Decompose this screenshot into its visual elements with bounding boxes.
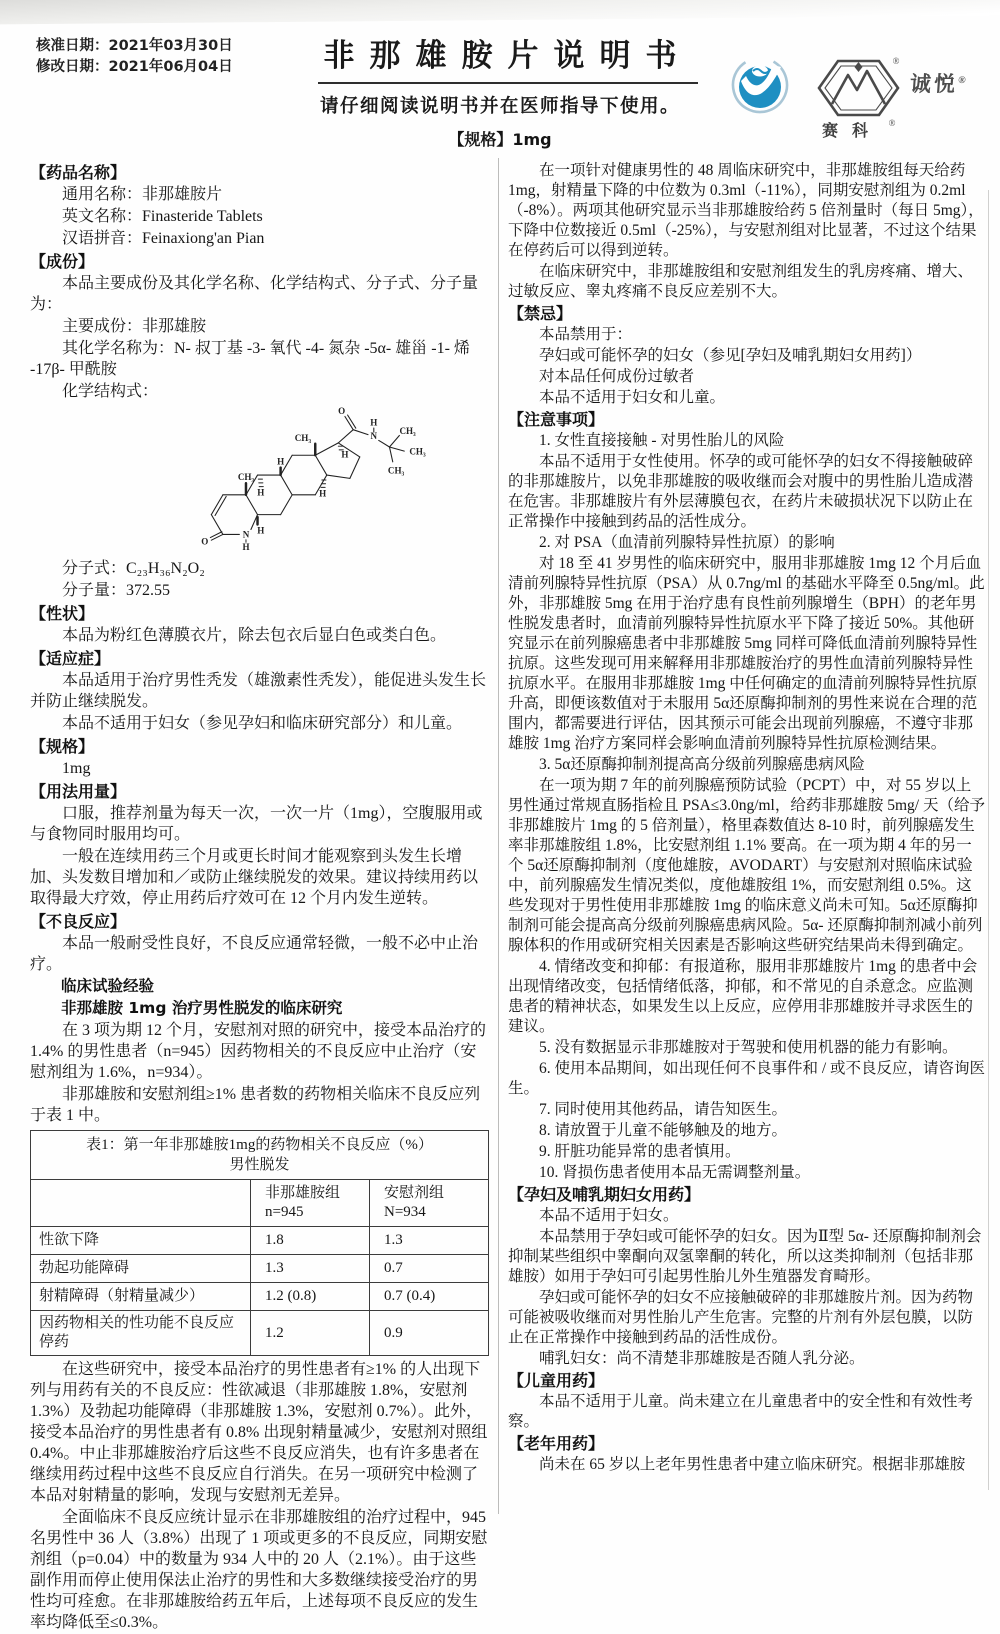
column-divider — [498, 158, 499, 1514]
paragraph: 4. 情绪改变和抑郁：有报道称，服用非那雄胺片 1mg 的患者中会出现情绪改变，包括情绪低落，抑郁，和不常见的自杀意念。应监测患者的精神状态，如果发生以上反应，应停用非那雄胺并寻求医生的建议。 — [508, 958, 978, 1035]
revision-date: 修改日期：2021年06月04日 — [36, 59, 233, 75]
adverse-reactions-table — [30, 1130, 489, 1356]
spec-value: 1mg — [512, 130, 552, 149]
paragraph: 哺乳妇女：尚不清楚非那雄胺是否随人乳分泌。 — [539, 1350, 865, 1367]
paragraph: 1. 女性直接接触 - 对男性胎儿的风险 — [539, 432, 785, 449]
paragraph: 本品不适用于女性使用。怀孕的或可能怀孕的妇女不得接触破碎的非那雄胺片，以免非那雄胺的吸收继而会对腹中的男性胎儿造成潜在危害。非那雄胺片有外层薄膜包衣，在药片未破损状况下以防止在正常操作中接触到药品的活性成分。 — [508, 453, 974, 530]
paragraph: 对本品任何成份过敏者 — [539, 368, 695, 385]
section-heading: 【禁忌】 — [508, 304, 573, 323]
paragraph: 尚未在 65 岁以上老年男性患者中建立临床研究。根据非那雄胺 — [539, 1456, 966, 1473]
table-caption-row — [31, 1131, 489, 1180]
paragraph: 9. 肝脏功能异常的患者慎用。 — [539, 1143, 741, 1160]
paragraph: 在一项针对健康男性的 48 周临床研究中，非那雄胺组每天给药 1mg，射精量下降的中位数为 0.3ml（-11%），同期安慰剂组为 0.2ml（-8%）。两项其他研究显示当非那雄胺给药 5 倍剂量时（每日 5mg），下降中位数接近 0.5ml（-25%），与安慰剂组对比显著，不过这个结果在停药后可以得到逆转。 — [508, 162, 984, 259]
table-cell: 1.8 — [251, 1227, 370, 1255]
table-cell: 0.7 — [370, 1255, 489, 1283]
table-cell: 因药物相关的性功能不良反应停药 — [31, 1311, 251, 1356]
table-cell: 1.2 — [251, 1311, 370, 1356]
section-heading: 【性状】 — [30, 604, 95, 623]
paragraph: 在临床研究中，非那雄胺组和安慰剂组发生的乳房疼痛、增大、过敏反应、睾丸疼痛不良反应差别不大。 — [508, 263, 974, 300]
paragraph: 非那雄胺和安慰剂组≥1% 患者数的药物相关临床不良反应列于表 1 中。 — [30, 1086, 481, 1124]
table-header-row — [31, 1180, 489, 1227]
table-caption — [31, 1131, 489, 1180]
paragraph: 本品禁用于孕妇或可能怀孕的妇女。因为Ⅱ型 5α- 还原酶抑制剂会抑制某些组织中睾酮向双氢睾酮的转化，所以这类抑制剂（包括非那雄胺）如用于孕妇可引起男性胎儿外生殖器发育畸形。 — [508, 1228, 982, 1285]
atom-label-o-amide: O — [338, 406, 346, 417]
chengyue-wordmark — [909, 68, 967, 98]
paragraph: 5. 没有数据显示非那雄胺对于驾驶和使用机器的能力有影响。 — [539, 1039, 958, 1056]
paragraph: 本品不适用于妇女（参见孕妇和临床研究部分）和儿童。 — [62, 715, 463, 732]
atom-label-n-amide: N — [370, 430, 378, 441]
table-cell: 性欲下降 — [31, 1227, 251, 1255]
registered-mark: ® — [888, 118, 896, 128]
table-cell: 0.7 (0.4) — [370, 1283, 489, 1311]
paragraph: 主要成份：非那雄胺 — [62, 318, 207, 335]
paragraph: 孕妇或可能怀孕的妇女（参见[孕妇及哺乳期妇女用药]） — [539, 347, 922, 364]
table-row — [31, 1311, 489, 1356]
section-heading: 【药品名称】 — [30, 163, 127, 182]
paragraph: 8. 请放置于儿童不能够触及的地方。 — [539, 1122, 788, 1139]
page-title: 非那雄胺片说明书 — [318, 30, 698, 84]
paragraph: 6. 使用本品期间，如出现任何不良事件和 / 或不良反应，请咨询医生。 — [508, 1060, 986, 1097]
table-cell: 1.3 — [251, 1255, 370, 1283]
col-header-name: 安慰剂组 — [384, 1185, 445, 1201]
paragraph: 本品主要成份及其化学名称、化学结构式、分子式、分子量为： — [30, 275, 479, 313]
paragraph: 一般在连续用药三个月或更长时间才能观察到头发生长增加、头发数目增加和／或防止继续脱发的效果。建议持续用药以取得最大疗效，停止用药后疗效可在 12 个月内发生逆转。 — [30, 848, 479, 907]
section-heading: 【用法用量】 — [30, 782, 127, 801]
page-edge-line — [988, 190, 989, 1490]
table-row — [31, 1283, 489, 1311]
document-header — [0, 30, 1000, 150]
paragraph: 本品不适用于儿童。尚未建立在儿童患者中的安全性和有效性考察。 — [508, 1393, 974, 1430]
paragraph: 在一项为期 7 年的前列腺癌预防试验（PCPT）中，对 55 岁以上男性通过常规直肠指检且 PSA≤3.0ng/ml，给药非那雄胺 5mg/ 天（给予非那雄胺片 1mg 的 5 倍剂量），格里森数值达 8-10 时，前列腺癌发生率非那雄胺组 1.8%，比安慰剂组 1.1% 要高。在一项为期 4 年的另一个 5α还原酶抑制剂（度他雄胺，AVODART）与安慰剂对照临床试验中，前列腺癌发生情况类似，度他雄胺组 1%，而安慰剂组 0.5%。这些发现对于男性使用非那雄胺 1mg 的临床意义尚未可知。5α还原酶抑制剂可能会提高高分级前列腺癌患病风险。5α- 还原酶抑制剂减小前列腺体积的作用或研究相关因素是否影响这些研究结果尚未得到确定。 — [508, 777, 985, 954]
table-row — [31, 1227, 489, 1255]
table-col-header — [251, 1180, 370, 1227]
table-col-header — [31, 1180, 251, 1227]
brand-logos — [730, 30, 988, 146]
section-heading: 【孕妇及哺乳期妇女用药】 — [508, 1185, 701, 1204]
paragraph: 通用名称：非那雄胺片 — [62, 186, 223, 203]
table-cell: 射精障碍（射精量减少） — [31, 1283, 251, 1311]
atom-label-h-c5: H — [257, 525, 265, 536]
table-cell: 1.2 (0.8) — [251, 1283, 370, 1311]
paragraph: 化学结构式： — [62, 383, 159, 400]
atom-label-h-c17: H — [341, 449, 349, 460]
paragraph: 英文名称：Finasteride Tablets — [62, 208, 263, 225]
table-caption-line1: 表1：第一年非那雄胺1mg的药物相关不良反应（%） — [86, 1137, 433, 1153]
paragraph: 孕妇或可能怀孕的妇女不应接触破碎的非那雄胺片剂。因为药物可能被吸收继而对男性胎儿产生危害。完整的片剂有外层包膜，以防止在正常操作中接触到药品的活性成份。 — [508, 1289, 974, 1346]
atom-label-h-c14: H — [319, 488, 327, 499]
chengyue-name: 诚悦 — [909, 72, 959, 96]
paragraph: 本品适用于治疗男性秃发（雄激素性秃发），能促进头发生长并防止继续脱发。 — [30, 672, 487, 710]
col-header-n: n=945 — [265, 1204, 304, 1220]
paragraph: 在这些研究中，接受本品治疗的男性患者有≥1% 的人出现下列与用药有关的不良反应：性欲减退（非那雄胺 1.8%，安慰剂 1.3%）及勃起功能障碍（非那雄胺 1.3%，安慰剂 0.7%）。此外，接受本品治疗的男性患者有 0.8% 出现射精量减少，安慰剂对照组 0.4%。中止非那雄胺治疗后这些不良反应消失，也有许多患者在继续用药过程中这些不良反应自行消失。在另一项研究中检测了本品对射精量的影响，发现与安慰剂无差异。 — [30, 1361, 488, 1504]
paragraph: 分子式：C₂₃H₃₆N₂O₂ — [62, 560, 205, 577]
right-column — [508, 160, 986, 1476]
atom-label-o-ketone: O — [201, 536, 209, 547]
methyl-label-c18: CH₃ — [294, 433, 312, 444]
saike-logo-icon — [816, 54, 902, 149]
paragraph: 分子量：372.55 — [62, 582, 171, 599]
atom-label-n4: N — [242, 529, 250, 540]
table-cell: 勃起功能障碍 — [31, 1255, 251, 1283]
table-col-header — [370, 1180, 489, 1227]
paragraph: 口服，推荐剂量为每天一次，一次一片（1mg），空腹服用或与食物同时服用均可。 — [30, 805, 483, 843]
paragraph: 对 18 至 41 岁男性的临床研究中，服用非那雄胺 1mg 12 个月后血清前列腺特异性抗原（PSA）从 0.7ng/ml 的基础水平降至 0.5ng/ml。此外，非那雄胺 5mg 在用于治疗患有良性前列腺增生（BPH）的老年男性脱发患者时，血清前列腺特异性抗原水平下降了接近 50%。其他研究显示在前列腺癌患者中非那雄胺 5mg 同样可降低血清前列腺特异性抗原。这些发现可用来解释用非那雄胺治疗的男性血清前列腺特异性抗原水平。在服用非那雄胺 1mg 中任何确定的血清前列腺特异性抗原升高，即便该数值对于未服用 5α还原酶抑制剂的男性来说在合理的范围内，都需要进行评估，因其预示可能会出现前列腺癌，不遵守非那雄胺 1mg 治疗方案同样会影响血清前列腺特异性抗原检测结果。 — [508, 555, 985, 752]
atom-label-h-c9: H — [257, 487, 265, 498]
paragraph: 其化学名称为：N- 叔丁基 -3- 氧代 -4- 氮杂 -5α- 雄甾 -1- 烯 -17β- 甲酰胺 — [30, 340, 470, 378]
section-heading: 【规格】 — [30, 737, 95, 756]
table-row — [31, 1255, 489, 1283]
scan-artifact-top — [0, 0, 1000, 24]
subheading: 非那雄胺 1mg 治疗男性脱发的临床研究 — [61, 999, 343, 1017]
section-heading: 【老年用药】 — [508, 1434, 605, 1453]
finasteride-structure-drawing — [180, 404, 434, 556]
approval-date: 核准日期：2021年03月30日 — [36, 38, 233, 54]
paragraph: 2. 对 PSA（血清前列腺特异性抗原）的影响 — [539, 534, 835, 551]
spec-label: 【规格】 — [448, 130, 513, 149]
paragraph: 在 3 项为期 12 个月，安慰剂对照的研究中，接受本品治疗的 1.4% 的男性患者（n=945）因药物相关的不良反应中止治疗（安慰剂组为 1.6%，n=934）。 — [30, 1022, 487, 1081]
paragraph: 本品不适用于妇女。 — [539, 1207, 679, 1224]
paragraph: 全面临床不良反应统计显示在非那雄胺组的治疗过程中，945 名男性中 36 人（3.8%）出现了 1 项或更多的不良反应，同期安慰剂组（p=0.04）中的数量为 934 人中的 20 人（2.1%）。由于这些副作用而停止使用保法止治疗的男性和大多数继续接受治疗的男性均可痊愈。在非那雄胺给药五年后，上述每项不良反应的发生率均降低至≤0.3%。 — [30, 1509, 488, 1631]
table-cell: 1.3 — [370, 1227, 489, 1255]
section-heading: 【儿童用药】 — [508, 1371, 605, 1390]
section-heading: 【注意事项】 — [508, 410, 605, 429]
methyl-label-tbu2: CH₃ — [409, 446, 426, 457]
paragraph: 3. 5α还原酶抑制剂提高高分级前列腺癌患病风险 — [539, 756, 865, 773]
subheading: 临床试验经验 — [61, 977, 155, 995]
section-heading: 【成份】 — [30, 252, 95, 271]
paragraph: 7. 同时使用其他药品，请告知医生。 — [539, 1101, 788, 1118]
saike-name: 赛科 — [821, 121, 883, 140]
paragraph: 本品为粉红色薄膜衣片，除去包衣后显白色或类白色。 — [62, 627, 447, 644]
paragraph: 1mg — [62, 760, 91, 777]
paragraph: 10. 肾损伤患者使用本品无需调整剂量。 — [539, 1164, 811, 1181]
atom-label-h-n4: H — [242, 542, 250, 553]
registered-mark: ® — [957, 75, 967, 86]
table-cell: 0.9 — [370, 1311, 489, 1356]
section-heading: 【适应症】 — [30, 649, 111, 668]
col-header-name: 非那雄胺组 — [265, 1185, 341, 1201]
quality-emblem-icon — [730, 54, 790, 121]
usage-notice: 请仔细阅读说明书并在医师指导下使用。 — [319, 96, 680, 117]
methyl-label-tbu3: CH₃ — [387, 465, 405, 476]
col-header-n: N=934 — [384, 1204, 426, 1220]
atom-label-h-amide: H — [370, 417, 378, 428]
atom-label-h-c8: H — [277, 456, 285, 467]
paragraph: 本品禁用于： — [539, 326, 633, 343]
methyl-label-c19: CH₃ — [237, 472, 255, 482]
methyl-label-tbu1: CH₃ — [399, 425, 416, 436]
paragraph: 汉语拼音：Feinaxiong'an Pian — [62, 230, 265, 247]
table-caption-line2: 男性脱发 — [229, 1157, 290, 1173]
paragraph: 本品一般耐受性良好，不良反应通常轻微，一般不必中止治疗。 — [30, 935, 479, 973]
paragraph: 本品不适用于妇女和儿童。 — [539, 389, 726, 406]
section-heading: 【不良反应】 — [30, 912, 127, 931]
registered-mark: ® — [892, 56, 900, 66]
chemical-structure-figure — [180, 404, 434, 556]
left-column — [30, 160, 492, 1634]
